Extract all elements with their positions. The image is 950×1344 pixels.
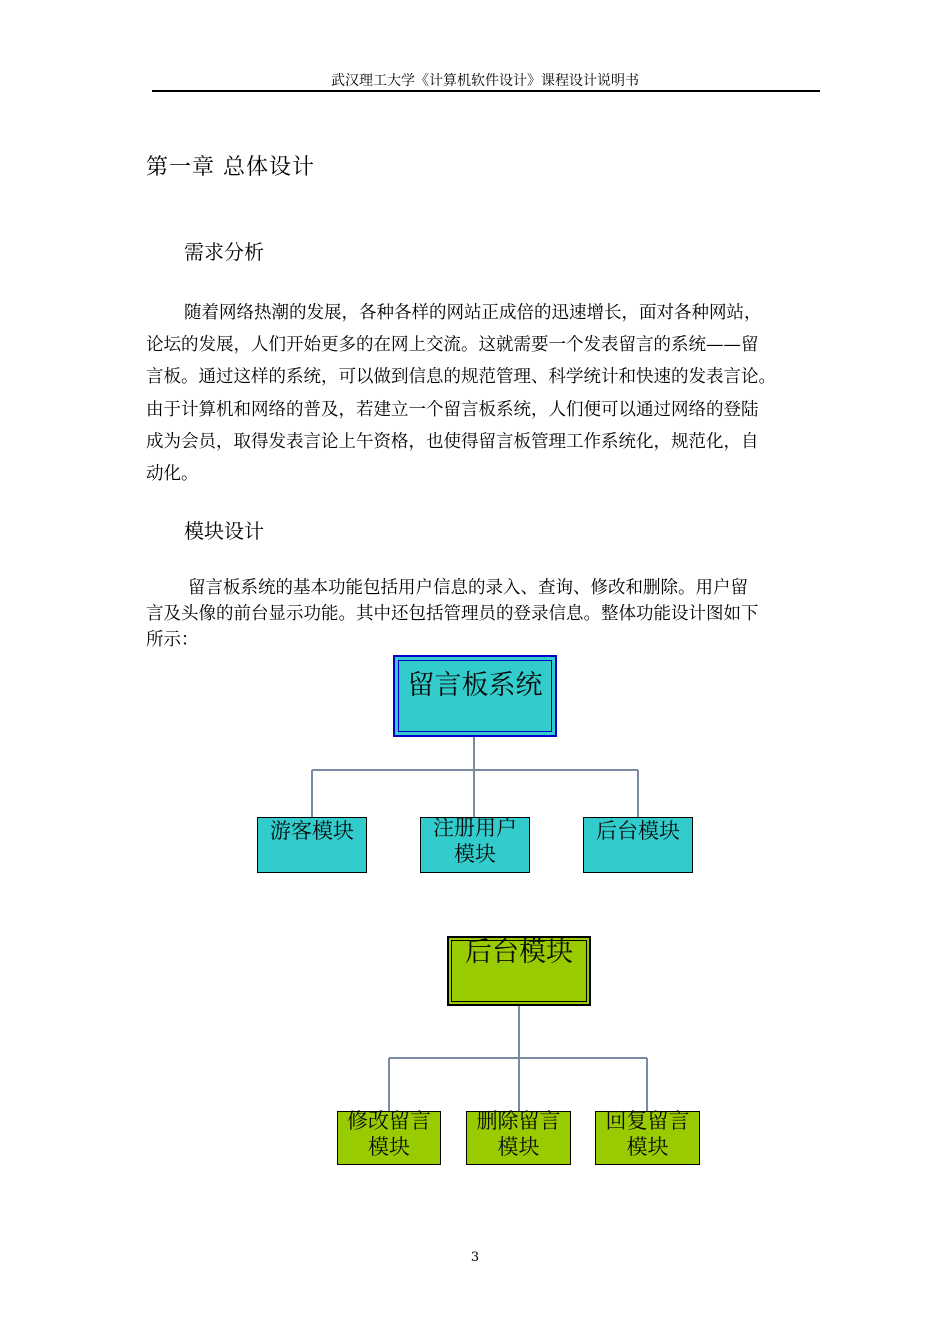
requirements-heading: 需求分析 xyxy=(184,240,264,264)
box-label-line: 后台模块 xyxy=(596,819,680,843)
paragraph-line: 由于计算机和网络的普及，若建立一个留言板系统，人们便可以通过网络的登陆 xyxy=(146,399,759,420)
box-label-line: 回复留言 xyxy=(605,1109,690,1133)
diagram2-child-box xyxy=(337,1111,441,1165)
diagram1-child-box xyxy=(257,817,367,873)
page-header: 武汉理工大学《计算机软件设计》课程设计说明书 xyxy=(331,73,639,89)
diagram2-root-box xyxy=(447,936,591,1006)
paragraph-line: 言及头像的前台显示功能。其中还包括管理员的登录信息。整体功能设计图如下 xyxy=(146,604,759,624)
diagram2-child-box xyxy=(466,1111,571,1165)
box-label-line: 模块 xyxy=(626,1135,669,1159)
box-label-line: 模块 xyxy=(497,1135,540,1159)
box-label-line: 模块 xyxy=(368,1135,410,1159)
paragraph-line: 动化。 xyxy=(146,464,199,485)
paragraph-line: 所示： xyxy=(146,630,199,650)
diagram1-child-box xyxy=(583,817,693,873)
box-label-line: 注册用户 xyxy=(433,816,517,840)
modules-heading: 模块设计 xyxy=(184,519,264,543)
diagram1-root-label: 留言板系统 xyxy=(407,670,543,701)
diagram2-root-label: 后台模块 xyxy=(465,937,573,968)
box-label-line: 游客模块 xyxy=(270,819,354,843)
page-number: 3 xyxy=(470,1250,480,1265)
paragraph-line: 言板。通过这样的系统，可以做到信息的规范管理、科学统计和快速的发表言论。 xyxy=(146,367,776,388)
diagram1-child-box xyxy=(420,817,530,873)
box-label-line: 修改留言 xyxy=(347,1109,431,1133)
box-label-line: 模块 xyxy=(454,842,496,866)
paragraph-line: 留言板系统的基本功能包括用户信息的录入、查询、修改和删除。用户留 xyxy=(188,578,748,598)
diagram2-child-box xyxy=(595,1111,700,1165)
paragraph-line: 论坛的发展，人们开始更多的在网上交流。这就需要一个发表留言的系统——留 xyxy=(146,335,759,356)
diagram1-root-box xyxy=(393,655,557,737)
paragraph-line: 随着网络热潮的发展，各种各样的网站正成倍的迅速增长，面对各种网站， xyxy=(184,303,762,323)
chapter-title: 第一章 总体设计 xyxy=(146,155,315,180)
paragraph-line: 成为会员，取得发表言论上午资格，也使得留言板管理工作系统化，规范化，自 xyxy=(146,431,759,452)
box-label-line: 删除留言 xyxy=(476,1109,561,1133)
